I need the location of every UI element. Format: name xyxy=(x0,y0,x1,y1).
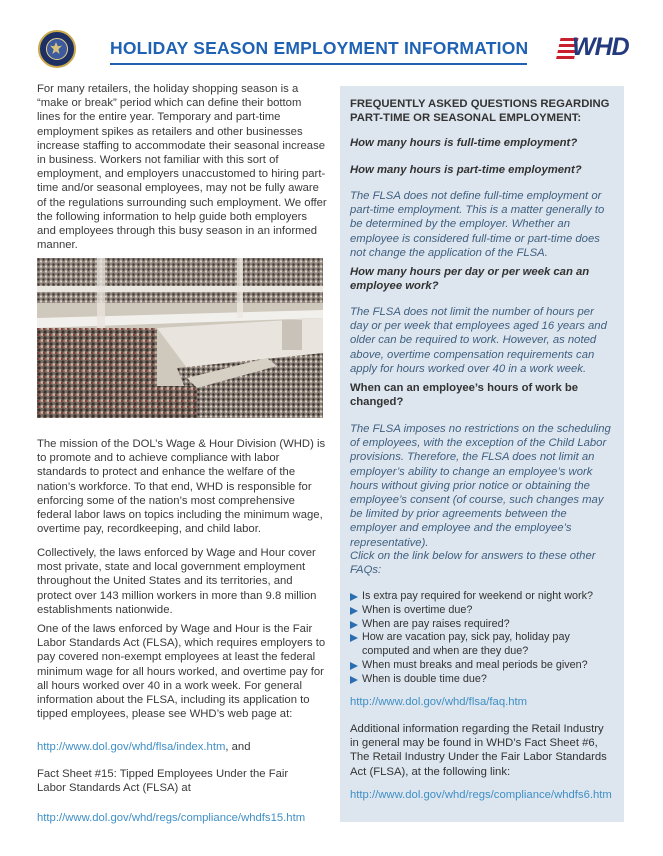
intro-paragraph: For many retailers, the holiday shopping season is a “make or break” period which can define their bottom lines for the entire year. Temporary and part-time employment spikes as retailers and other businesses increase staffing to accommodate their seasonal increase in business. Workers not familiar with this sort of employment, and employers unaccustomed to hiring part-time and/or seasonal employees, may not be fully aware of the regulations surrounding such employment. We offer the following information to help guide both employers and employees through this busy season in an informed manner. xyxy=(37,83,327,252)
faq-answer-4: The FLSA imposes no restrictions on the scheduling of employees, with the exception of the Child Labor provisions. Therefore, the FLSA does not limit an employer’s ability to change an employee’s work hours without giving prior notice or obtaining the employee’s consent (of course, such changes may be limited by prior agreements between the employer and employee and the employee’s representative). xyxy=(350,423,611,549)
whd-logo xyxy=(558,33,629,64)
flsa-paragraph: One of the laws enforced by Wage and Hour is the Fair Labor Standards Act (FLSA), which requires employers to pay covered non-exempt employees at least the federal minimum wage for all hours worked, and overtime pay for all hours worked over 40 in a work week. For general information about the FLSA, including its application to tipped employees, please see WHD’s web page at: xyxy=(37,623,326,721)
whdfs15-link[interactable] xyxy=(37,811,337,825)
arrow-right-icon xyxy=(350,634,358,642)
arrow-right-icon xyxy=(350,593,358,601)
arrow-right-icon xyxy=(350,607,358,615)
title-underline xyxy=(110,63,527,65)
dol-seal-icon xyxy=(38,30,76,68)
list-item: When are pay raises required? xyxy=(350,618,616,632)
faq-panel xyxy=(340,86,624,822)
page-title: HOLIDAY SEASON EMPLOYMENT INFORMATION xyxy=(110,38,529,58)
arrow-right-icon xyxy=(350,621,358,629)
faq-list xyxy=(350,590,616,687)
whd-logo-text: WHD xyxy=(572,33,629,61)
list-item: Is extra pay required for weekend or night work? xyxy=(350,590,616,604)
factsheet15-paragraph: Fact Sheet #15: Tipped Employees Under the Fair Labor Standards Act (FLSA) at xyxy=(37,768,289,795)
faq-answer-1-2: The FLSA does not define full-time employment or part-time employment. This is a matter generally to be determined by the employer. Whether an employee is considered full-time or part-time does not change the application of the FLSA. xyxy=(350,190,605,259)
whdfs15-link-text[interactable]: http://www.dol.gov/whd/regs/compliance/whdfs15.htm xyxy=(37,812,306,824)
arrow-right-icon xyxy=(350,662,358,670)
list-item: When is overtime due? xyxy=(350,604,616,618)
faq-heading: FREQUENTLY ASKED QUESTIONS REGARDING PART-TIME OR SEASONAL EMPLOYMENT: xyxy=(350,98,610,125)
faq-question-4: When can an employee’s hours of work be changed? xyxy=(350,382,579,409)
link-suffix: , and xyxy=(225,741,251,753)
faq-answer-3: The FLSA does not limit the number of hours per day or per week that employees aged 16 years and older can be required to work. However, as noted above, overtime compensation requirements can apply for hours worked over 40 in a work week. xyxy=(350,306,607,375)
mall-crowd-image xyxy=(37,258,323,418)
arrow-right-icon xyxy=(350,676,358,684)
whdfs6-link-line[interactable] xyxy=(350,788,612,802)
additional-info-paragraph: Additional information regarding the Retail Industry in general may be found in WHD’s Fact Sheet #6, The Retail Industry Under the Fair Labor Standards Act (FLSA), at the following link: xyxy=(350,723,607,778)
whdfs6-link[interactable]: http://www.dol.gov/whd/regs/compliance/whdfs6.htm xyxy=(350,789,612,801)
shopping-mall-photo xyxy=(37,258,323,418)
faq-question-2: How many hours is part-time employment? xyxy=(350,164,582,176)
list-item: When is double time due? xyxy=(350,673,616,687)
list-item: When must breaks and meal periods be given? xyxy=(350,659,616,673)
collectively-paragraph: Collectively, the laws enforced by Wage and Hour cover most private, state and local government employment throughout the United States and its territories, and protect over 143 million workers in more than 9.8 million establishments nationwide. xyxy=(37,547,317,616)
faq-click-prompt: Click on the link below for answers to these other FAQs: xyxy=(350,550,596,577)
list-item: How are vacation pay, sick pay, holiday pay computed and when are they due? xyxy=(350,631,616,659)
flsa-link-line xyxy=(37,740,327,754)
mission-paragraph: The mission of the DOL’s Wage & Hour Division (WHD) is to promote and to achieve compliance with labor standards to protect and enhance the welfare of the nation’s workforce. To that end, WHD is responsible for enforcing some of the nation’s most comprehensive federal labor laws on topics including the minimum wage, overtime pay, recordkeeping, and child labor. xyxy=(37,438,326,536)
faq-question-3: How many hours per day or per week can an employee work? xyxy=(350,266,590,293)
faq-question-1: How many hours is full-time employment? xyxy=(350,137,578,149)
faq-link-line[interactable] xyxy=(350,695,612,709)
flsa-index-link[interactable]: http://www.dol.gov/whd/flsa/index.htm xyxy=(37,741,226,753)
flsa-faq-link[interactable]: http://www.dol.gov/whd/flsa/faq.htm xyxy=(350,696,528,708)
